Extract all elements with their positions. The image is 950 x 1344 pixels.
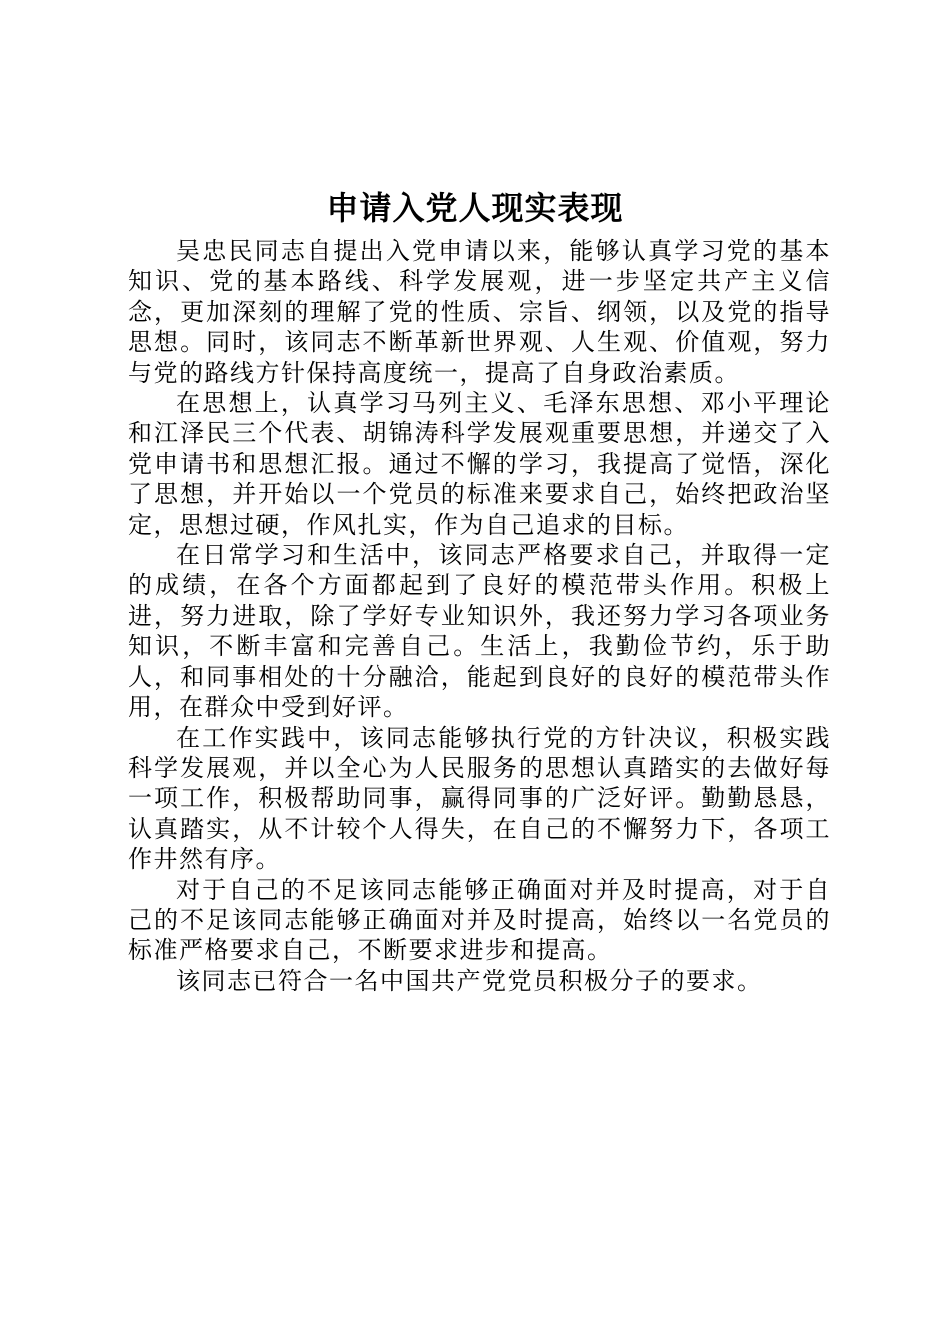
paragraph-5: 对于自己的不足该同志能够正确面对并及时提高，对于自己的不足该同志能够正确面对并及时提高，始终以一名党员的标准严格要求自己，不断要求进步和提高。 (128, 875, 831, 965)
paragraph-1: 吴忠民同志自提出入党申请以来，能够认真学习党的基本知识、党的基本路线、科学发展观，进一步坚定共产主义信念，更加深刻的理解了党的性质、宗旨、纲领，以及党的指导思想。同时，该同志不断革新世界观、人生观、价值观，努力与党的路线方针保持高度统一，提高了自身政治素质。 (128, 237, 831, 387)
paragraph-6: 该同志已符合一名中国共产党党员积极分子的要求。 (176, 966, 763, 995)
document-title: 申请入党人现实表现 (326, 189, 624, 227)
paragraph-4: 在工作实践中，该同志能够执行党的方针决议，积极实践科学发展观，并以全心为人民服务的思想认真踏实的去做好每一项工作，积极帮助同事，赢得同事的广泛好评。勤勤恳恳，认真踏实，从不计较个人得失，在自己的不懈努力下，各项工作井然有序。 (128, 723, 831, 874)
paragraph-3: 在日常学习和生活中，该同志严格要求自己，并取得一定的成绩，在各个方面都起到了良好的模范带头作用。积极上进，努力进取，除了学好专业知识外，我还努力学习各项业务知识，不断丰富和完善自己。生活上，我勤俭节约，乐于助人，和同事相处的十分融洽，能起到良好的良好的模范带头作用，在群众中受到好评。 (128, 541, 831, 722)
paragraph-2: 在思想上，认真学习马列主义、毛泽东思想、邓小平理论和江泽民三个代表、胡锦涛科学发展观重要思想，并递交了入党申请书和思想汇报。通过不懈的学习，我提高了觉悟，深化了思想，并开始以一个党员的标准来要求自己，始终把政治坚定，思想过硬，作风扎实，作为自己追求的目标。 (128, 389, 831, 539)
document-body (128, 236, 831, 996)
